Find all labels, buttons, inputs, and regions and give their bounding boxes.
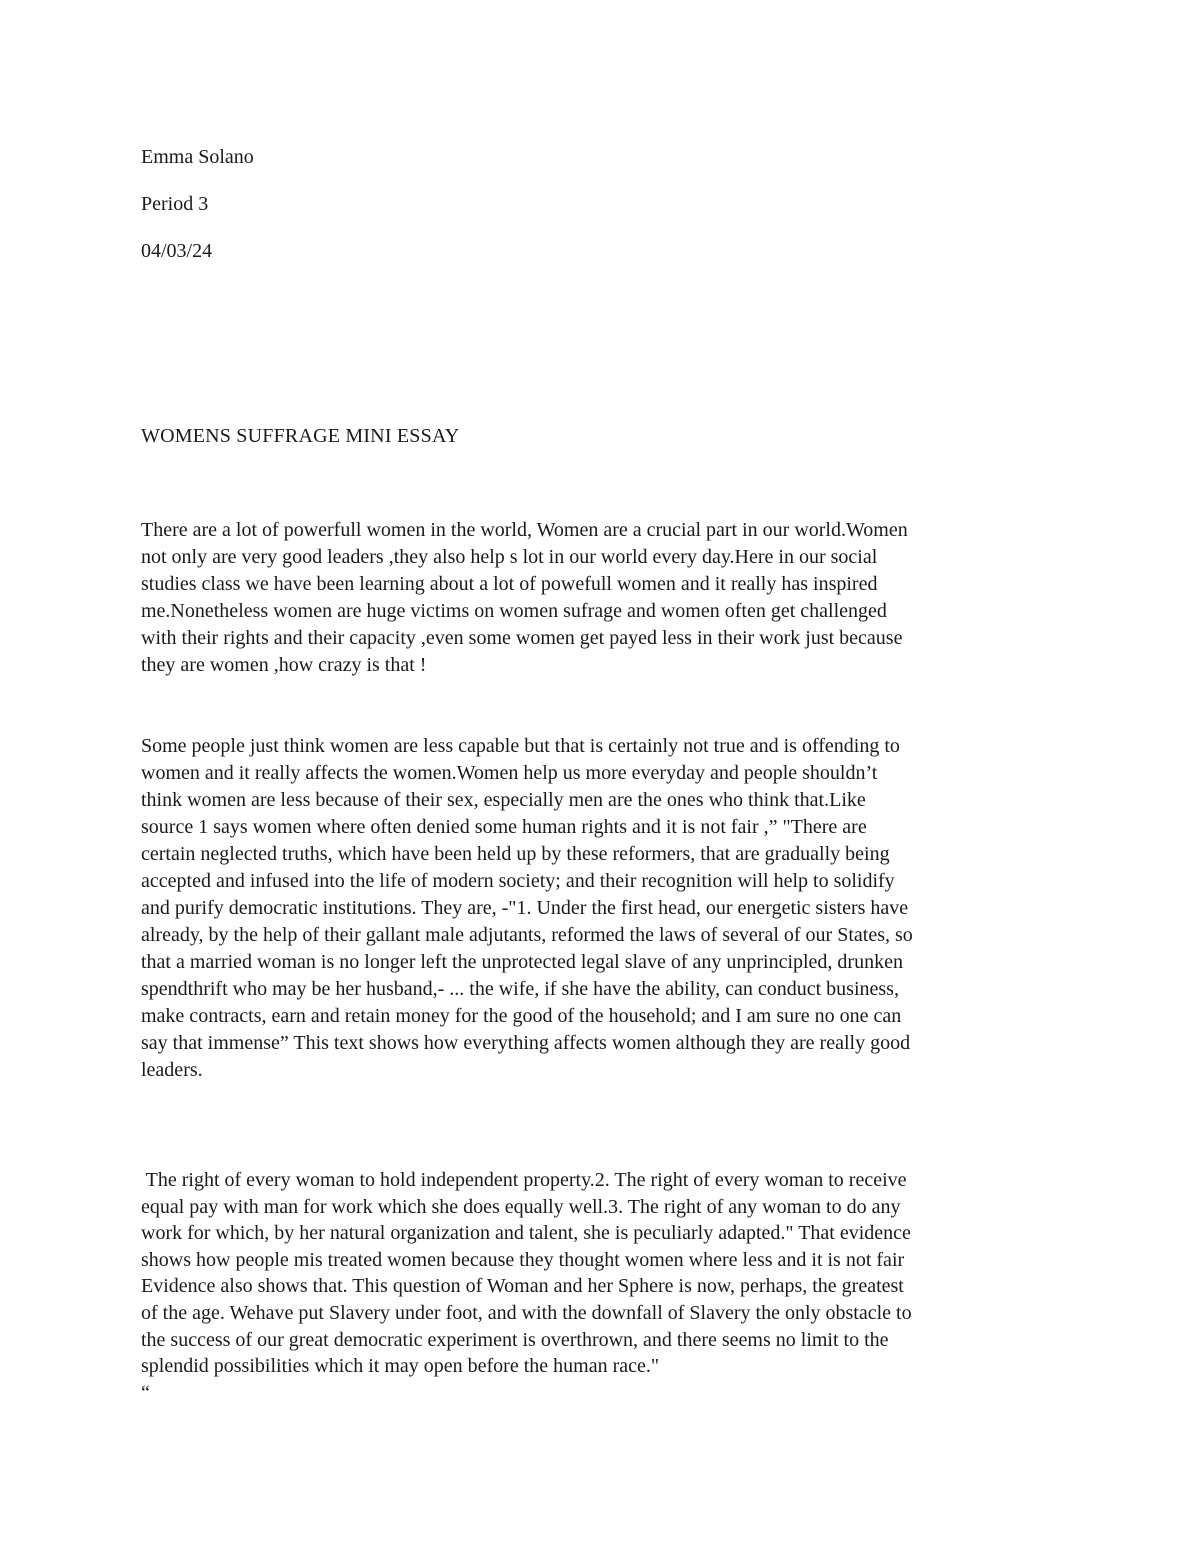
paragraph-line: with their rights and their capacity ,even some women get payed less in their work just because [141, 627, 903, 649]
class-period: Period 3 [141, 193, 209, 215]
paragraph-line: work for which, by her natural organization and talent, she is peculiarly adapted." That evidence [141, 1222, 911, 1245]
paragraph-2 [141, 733, 1061, 1084]
paragraph-line: shows how people mis treated women because they thought women where less and it is not fair [141, 1248, 905, 1271]
paragraph-line: already, by the help of their gallant male adjutants, reformed the laws of several of our States, so [141, 924, 913, 946]
author-name: Emma Solano [141, 146, 254, 168]
paragraph-1 [141, 517, 1061, 679]
paragraph-line: studies class we have been learning about a lot of powefull women and it really has inspired [141, 573, 878, 595]
essay-title: WOMENS SUFFRAGE MINI ESSAY [141, 425, 460, 447]
paragraph-line: make contracts, earn and retain money for the good of the household; and I am sure no one can [141, 1005, 902, 1027]
paragraph-line: accepted and infused into the life of modern society; and their recognition will help to solidify [141, 870, 895, 892]
paragraph-line: not only are very good leaders ,they also help s lot in our world every day.Here in our social [141, 546, 878, 568]
paragraph-line: source 1 says women where often denied some human rights and it is not fair ,” "There are [141, 816, 867, 838]
paragraph-line: and purify democratic institutions. They are, -"1. Under the first head, our energetic sisters have [141, 897, 909, 919]
paragraph-line: splendid possibilities which it may open before the human race." [141, 1355, 660, 1378]
paragraph-line: me.Nonetheless women are huge victims on women sufrage and women often get challenged [141, 600, 887, 622]
paragraph-line: they are women ,how crazy is that ! [141, 654, 427, 676]
essay-date: 04/03/24 [141, 240, 213, 262]
paragraph-line: Some people just think women are less capable but that is certainly not true and is offending to [141, 735, 900, 757]
paragraph-line: There are a lot of powerfull women in the world, Women are a crucial part in our world.Women [141, 519, 908, 541]
paragraph-line: of the age. Wehave put Slavery under foot, and with the downfall of Slavery the only obstacle to [141, 1301, 912, 1324]
paragraph-line: Evidence also shows that. This question of Woman and her Sphere is now, perhaps, the greatest [141, 1275, 904, 1298]
paragraph-line: the success of our great democratic experiment is overthrown, and there seems no limit to the [141, 1328, 889, 1351]
paragraph-line: that a married woman is no longer left the unprotected legal slave of any unprincipled, drunken [141, 951, 903, 973]
paragraph-line: women and it really affects the women.Women help us more everyday and people shouldn’t [141, 762, 878, 784]
paragraph-3 [141, 1167, 1061, 1406]
paragraph-line: say that immense” This text shows how everything affects women although they are really good [141, 1032, 911, 1054]
paragraph-line: spendthrift who may be her husband,- ... the wife, if she have the ability, can conduct business, [141, 978, 899, 1000]
paragraph-line: “ [141, 1381, 150, 1404]
paragraph-line: think women are less because of their sex, especially men are the ones who think that.Like [141, 789, 866, 811]
paragraph-line: The right of every woman to hold independent property.2. The right of every woman to receive [141, 1169, 907, 1191]
paragraph-line: leaders. [141, 1059, 203, 1081]
paragraph-line: certain neglected truths, which have been held up by these reformers, that are gradually being [141, 843, 890, 865]
paragraph-line: equal pay with man for work which she does equally well.3. The right of any woman to do any [141, 1195, 901, 1218]
